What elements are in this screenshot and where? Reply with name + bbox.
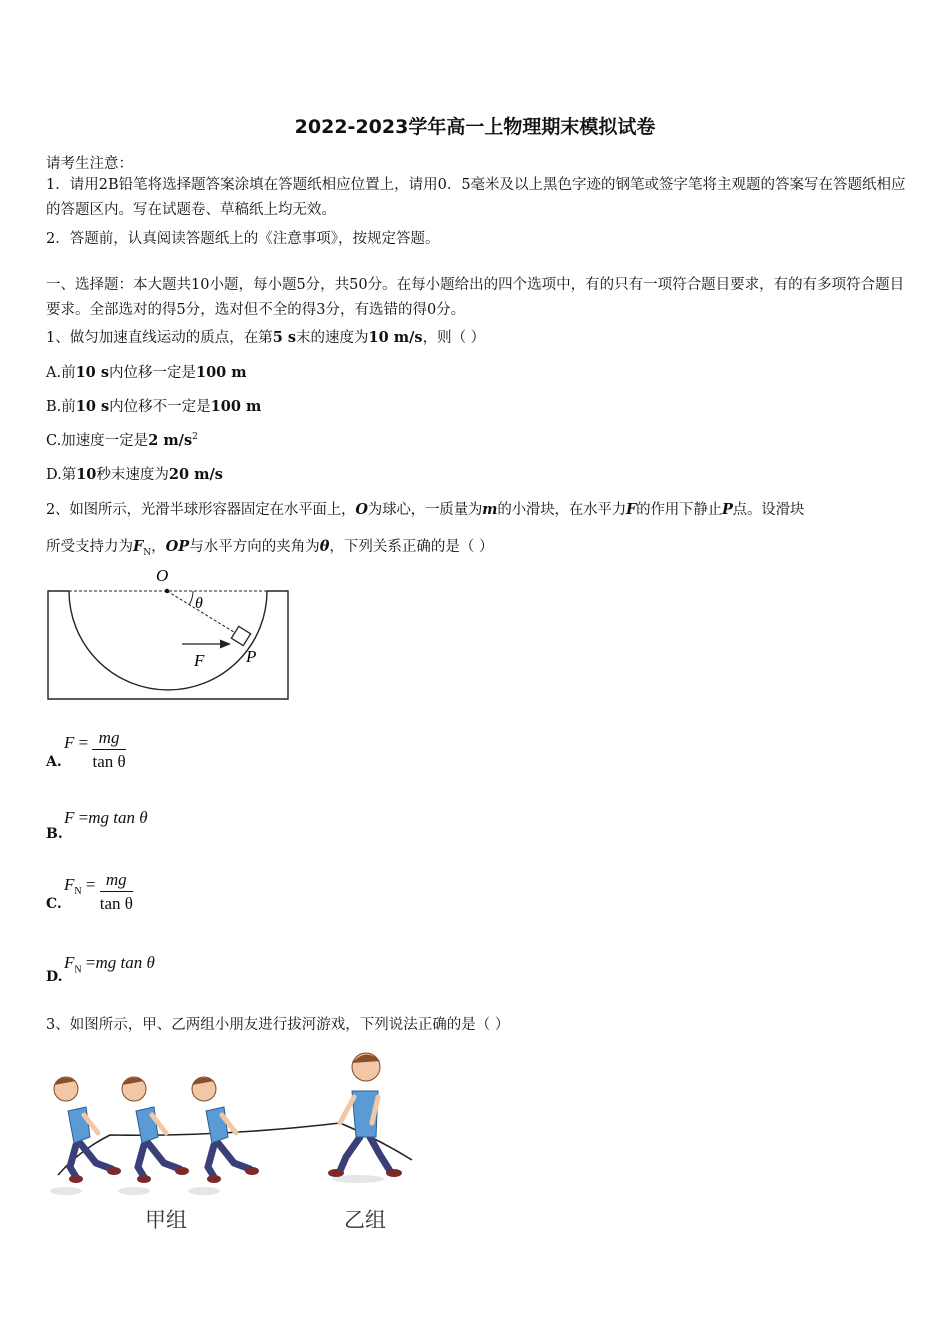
q1-option-a-prefix: A.前 [46, 365, 76, 381]
q2-text-1: 2、如图所示，光滑半球形容器固定在水平面上， [46, 502, 356, 518]
q2-hemisphere-figure [40, 560, 300, 705]
q1-option-d-prefix: D.第 [46, 467, 77, 483]
q2-option-b-lhs: F [64, 808, 75, 827]
q2-option-c-eq: = [85, 874, 96, 894]
notice-heading: 请考生注意： [46, 156, 133, 172]
label-f: F [194, 651, 205, 670]
q1-option-b-text: 内位移不一定是 [109, 399, 211, 415]
q2-symbol-fn: F [133, 538, 144, 555]
q2-text-3: 的小滑块，在水平力 [497, 502, 627, 518]
q1-option-c-prefix: C.加速度一定是 [46, 433, 149, 449]
q2-symbol-theta: θ [319, 538, 330, 555]
q1-stem-c: ，则（ ） [422, 330, 486, 346]
q3-tug-of-war-figure [40, 1045, 420, 1245]
q2-text-6: 所受支持力为 [46, 539, 133, 555]
q1-stem-time: 5 s [272, 329, 297, 346]
q2-symbol-f: F [626, 501, 637, 518]
q1-option-b-time: 10 s [75, 398, 110, 415]
q2-text-5: 点。设滑块 [732, 502, 805, 518]
q1-option-b-value: 100 m [210, 398, 262, 415]
force-arrow-head [220, 640, 231, 649]
q1-option-c [46, 429, 198, 450]
notice-item-2: 2．答题前，认真阅读答题纸上的《注意事项》，按规定答题。 [46, 231, 440, 247]
page-title: 2022-2023学年高一上物理期末模拟试卷 [294, 116, 656, 138]
q2-option-c-sub: N [74, 886, 82, 898]
label-p: P [246, 647, 257, 666]
label-group-jia: 甲组 [145, 1208, 187, 1232]
q2-option-c-numerator: mg [100, 870, 133, 892]
q2-symbol-p: P [721, 501, 733, 518]
q2-text-8: 与水平方向的夹角为 [189, 539, 320, 555]
q2-option-a-denominator: tan θ [92, 752, 126, 771]
q2-symbol-m: m [482, 501, 498, 518]
q1-option-d-value: 20 m/s [168, 466, 223, 483]
notice-item-1: 1．请用2B铅笔将选择题答案涂填在答题纸相应位置上，请用0．5毫米及以上黑色字迹的钢笔或签字笔将主观题的答案写在答题纸相应的答题区内。写在试题卷、草稿纸上均无效。 [46, 177, 906, 218]
q2-text-9: ，下列关系正确的是（ ） [329, 539, 494, 555]
q2-symbol-fn-sub: N [143, 547, 152, 558]
q2-option-a-lhs: F [64, 732, 75, 752]
q2-option-d-rhs: mg tan θ [95, 953, 155, 972]
q1-option-a-value: 100 m [195, 364, 247, 381]
q1-option-a-time: 10 s [75, 364, 109, 381]
q1-option-a [46, 361, 247, 382]
radius-op-line [167, 591, 242, 637]
q2-option-c-denominator: tan θ [99, 894, 133, 913]
q1-option-c-value: 2 m/s [148, 432, 193, 449]
kid-jia-3 [188, 1077, 259, 1195]
q2-option-d-lhs: F [64, 953, 75, 972]
q2-option-d-letter: D. [46, 969, 63, 985]
slider-block [231, 626, 250, 645]
q1-option-c-exponent: 2 [192, 432, 198, 443]
q1-option-d-time: 10 [76, 466, 97, 483]
q1-option-b-prefix: B.前 [46, 399, 76, 415]
q1-option-a-text: 内位移一定是 [108, 365, 196, 381]
q2-option-a-eq: = [78, 732, 89, 752]
q2-option-d-eq: = [85, 953, 96, 972]
q2-text-2: 为球心，一质量为 [367, 502, 483, 518]
q2-symbol-o: O [355, 501, 368, 518]
q2-text-7: ， [151, 539, 166, 555]
q2-stem-line2 [46, 535, 494, 558]
q2-option-a-letter: A. [46, 754, 62, 770]
label-theta: θ [195, 595, 203, 612]
q1-stem-b: 末的速度为 [296, 330, 369, 346]
q2-option-c-fraction [100, 870, 133, 914]
label-group-yi: 乙组 [344, 1208, 386, 1232]
q2-option-b-letter: B. [46, 826, 63, 842]
q1-stem-velocity: 10 m/s [368, 329, 423, 346]
q2-option-a-numerator: mg [92, 728, 125, 750]
q3-stem: 3、如图所示，甲、乙两组小朋友进行拔河游戏，下列说法正确的是（ ） [46, 1017, 510, 1033]
q2-text-4: 的作用下静止 [636, 502, 722, 518]
kid-jia-1 [50, 1077, 121, 1195]
section-intro: 一、选择题：本大题共10小题，每小题5分，共50分。在每小题给出的四个选项中，有的只有一项符合题目要求，有的有多项符合题目要求。全部选对的得5分，选对但不全的得3分，有选错的得0分。 [46, 277, 905, 318]
theta-arc [189, 591, 193, 605]
container-outline [48, 591, 288, 699]
q1-option-d-text: 秒末速度为 [96, 467, 169, 483]
q2-option-b-rhs: mg tan θ [88, 808, 148, 827]
q2-option-c-letter: C. [46, 896, 62, 912]
q2-option-c-lhs: F [64, 874, 75, 894]
q1-option-d [46, 463, 223, 484]
q1-stem [46, 326, 485, 347]
q2-symbol-op: OP [165, 538, 190, 555]
q2-option-d-sub: N [74, 964, 82, 976]
q1-option-b [46, 395, 261, 416]
q2-stem-line1 [46, 498, 804, 519]
label-o: O [156, 566, 169, 585]
kid-yi [328, 1053, 402, 1183]
q1-stem-a: 1、做匀加速直线运动的质点，在第 [46, 330, 273, 346]
q2-option-b-eq: = [78, 808, 89, 827]
q2-option-a-fraction [92, 728, 125, 772]
